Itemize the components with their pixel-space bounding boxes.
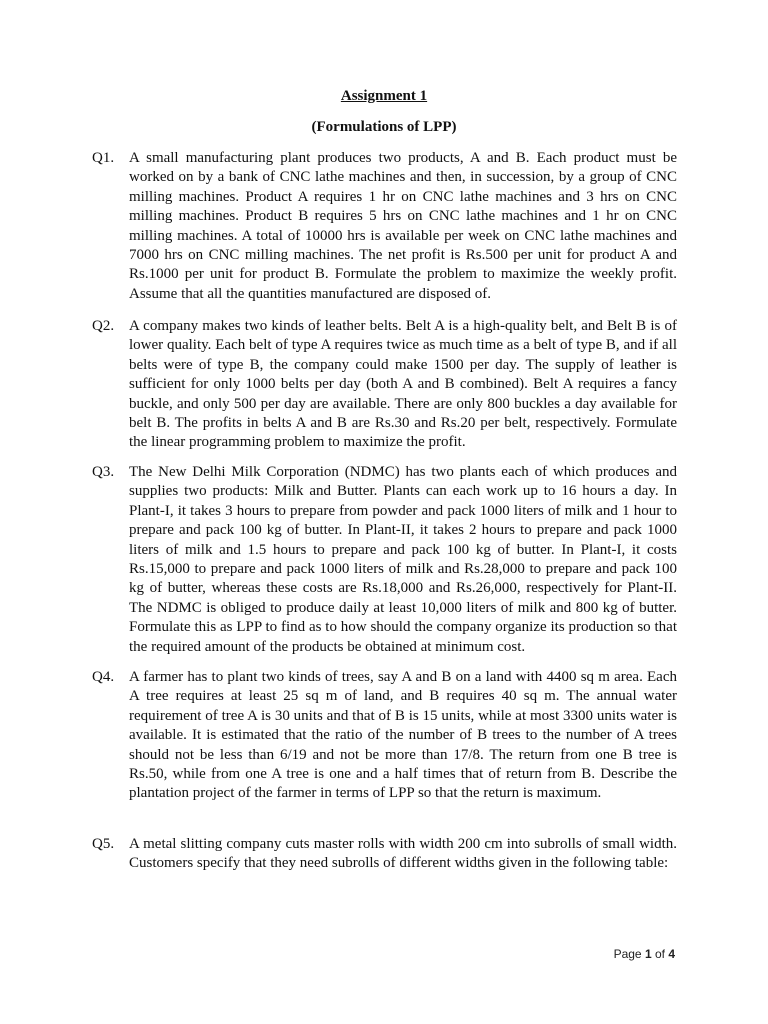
document-title: Assignment 1 <box>340 88 428 104</box>
question-text: A farmer has to plant two kinds of trees, say A and B on a land with 4400 sq m area. Each A tree requires at least 25 sq m of land, and B requires 40 sq m. The annual water requirement of tree A is 30 units and that of B is 15 units, while at most 3300 units water is available. It is estimated that the ratio of the number of B trees to the number of A trees should not be less than 6/19 and not be more than 17/8. The return from one B tree is Rs.50, while from one A tree is one and a half times that of return from B. Describe the plantation project of the farmer in terms of LPP so that the return is maximum. <box>129 669 677 802</box>
question-5 <box>92 835 677 874</box>
page-number-footer <box>614 945 675 963</box>
question-text: A company makes two kinds of leather belts. Belt A is a high-quality belt, and Belt B is of lower quality. Each belt of type A requires twice as much time as a belt of type B, and if all belts were of type B, the company could make 1500 per day. The supply of leather is sufficient for only 1000 belts per day (both A and B combined). Belt A requires a fancy buckle, and only 500 per day are available. There are only 800 buckles a day available for belt B. The profits in belts A and B are Rs.30 and Rs.20 per belt, respectively. Formulate the linear programming problem to maximize the profit. <box>129 318 677 451</box>
question-label: Q2. <box>92 318 115 334</box>
current-page-number: 1 <box>644 947 652 961</box>
page-separator: of <box>651 947 669 961</box>
question-label: Q1. <box>92 150 115 166</box>
total-page-count: 4 <box>668 947 675 961</box>
question-3 <box>92 463 677 657</box>
page-prefix: Page <box>613 947 645 961</box>
question-text: A small manufacturing plant produces two products, A and B. Each product must be worked on by a bank of CNC lathe machines and then, in succession, by a group of CNC milling machines. Product A requires 1 hr on CNC lathe machines and 3 hrs on CNC milling machines. Product B requires 5 hrs on CNC lathe machines and 1 hr on CNC milling machines. A total of 10000 hrs is available per week on CNC lathe machines and 7000 hrs on CNC milling machines. The net profit is Rs.500 per unit for product A and Rs.1000 per unit for product B. Formulate the problem to maximize the weekly profit. Assume that all the quantities manufactured are disposed of. <box>129 150 677 302</box>
question-text: The New Delhi Milk Corporation (NDMC) has two plants each of which produces and supplies two products: Milk and Butter. Plants can each work up to 16 hours a day. In Plant-I, it takes 3 hours to prepare from powder and pack 1000 liters of milk and 1 hour to prepare and pack 100 kg of butter. In Plant-II, it takes 2 hours to prepare and pack 1000 liters of milk and 1.5 hours to prepare and pack 100 kg of butter. In Plant-I, it costs Rs.15,000 to prepare and pack 1000 liters of milk and Rs.28,000 to prepare and pack 100 kg of butter, whereas these costs are Rs.18,000 and Rs.26,000, respectively for Plant-II. The NDMC is obliged to produce daily at least 10,000 liters of milk and 800 kg of butter. Formulate this as LPP to find as to how should the company organize its production so that the required amount of the products be obtained at minimum cost. <box>129 464 677 655</box>
question-label: Q5. <box>92 836 115 852</box>
question-label: Q4. <box>92 669 115 685</box>
question-4 <box>92 668 677 804</box>
question-label: Q3. <box>92 464 115 480</box>
document-subtitle: (Formulations of LPP) <box>311 119 457 135</box>
question-2 <box>92 317 677 453</box>
question-text: A metal slitting company cuts master rolls with width 200 cm into subrolls of small width. Customers specify that they need subrolls of different widths given in the following table: <box>129 836 677 872</box>
question-1 <box>92 149 677 304</box>
